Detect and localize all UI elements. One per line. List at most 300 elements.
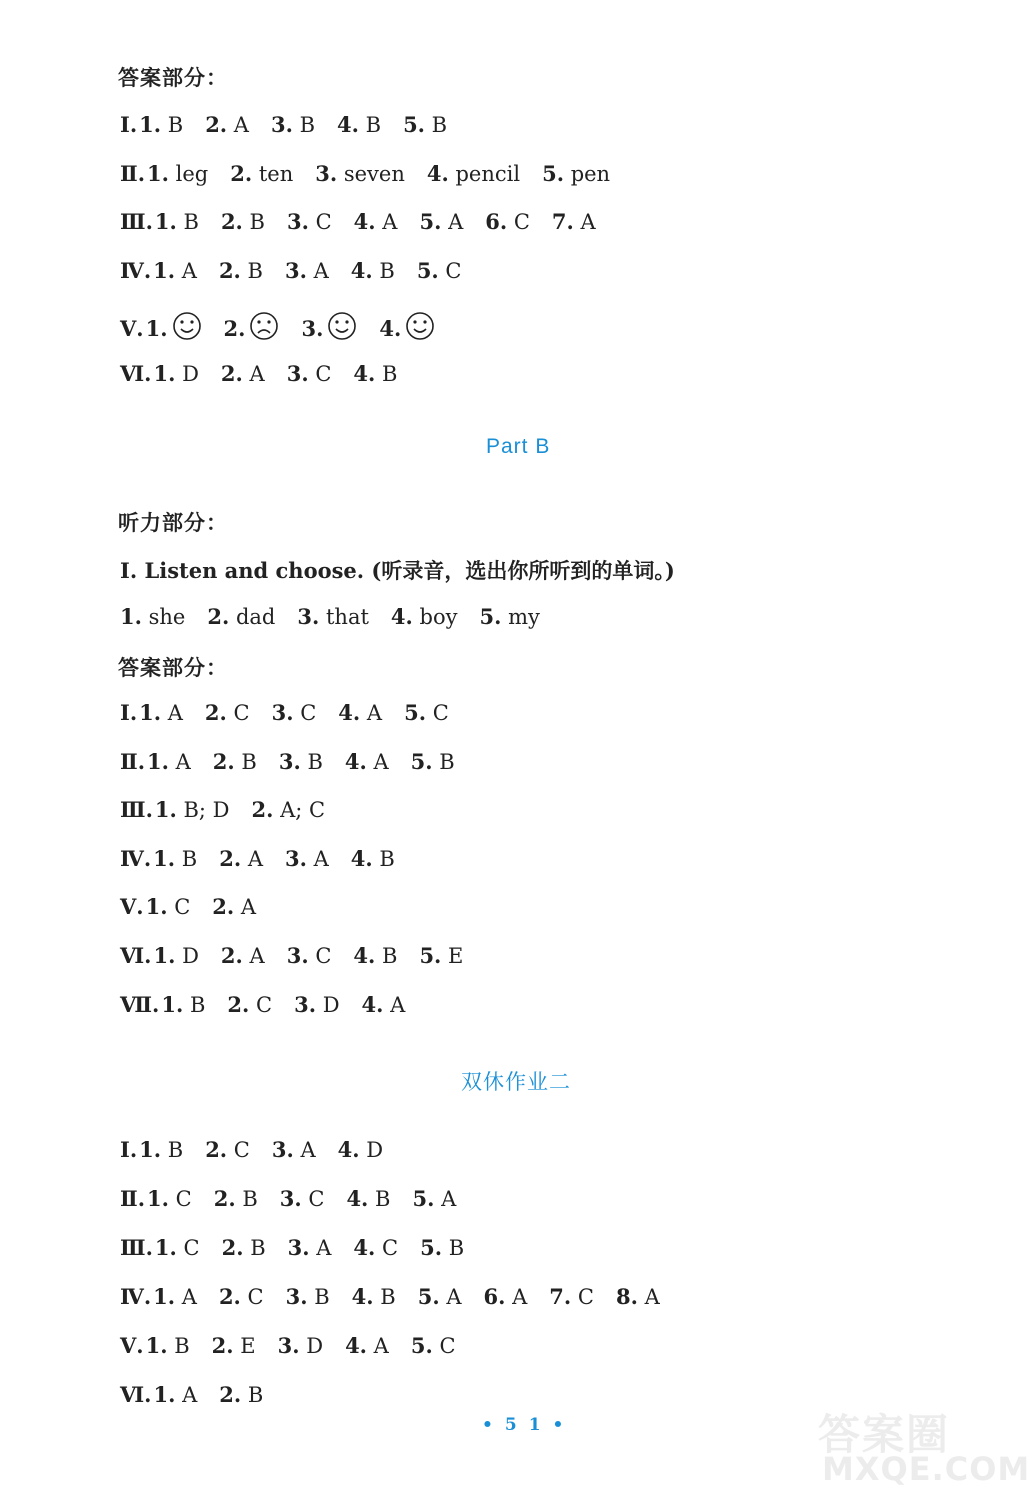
answer-item: [213, 750, 257, 774]
answer-value: C: [293, 701, 317, 725]
question-number: 3.: [286, 943, 309, 968]
page-dot: •: [552, 1415, 576, 1435]
question-number: 1.: [153, 257, 176, 283]
roman-numeral: Ⅵ.: [120, 943, 152, 968]
roman-numeral: Ⅳ.: [120, 257, 152, 283]
answer-row: [120, 700, 449, 725]
answer-item: [155, 1236, 200, 1260]
question-number: 7.: [551, 209, 574, 234]
answer-item: [252, 798, 326, 822]
answer-item: [230, 162, 293, 186]
question-number: 3.: [271, 1137, 294, 1162]
smile-face-icon: [172, 311, 202, 341]
smile-face-icon: [327, 311, 357, 341]
question-number: 1.: [147, 160, 169, 186]
question-number: 1.: [153, 1382, 176, 1407]
answer-item: [153, 847, 197, 871]
question-number: 3.: [301, 316, 324, 341]
answer-value: A: [306, 846, 329, 871]
answer-value: B: [176, 210, 199, 234]
question-number: 1.: [154, 1235, 177, 1260]
answer-value: C: [249, 992, 273, 1017]
question-number: 3.: [284, 257, 307, 283]
answer-item: [279, 750, 323, 774]
answer-item: [139, 701, 183, 725]
answer-value: C: [375, 1236, 399, 1260]
question-number: 1.: [153, 1284, 176, 1309]
roman-numeral: Ⅴ.: [120, 894, 144, 920]
answer-item: [219, 1383, 263, 1407]
answer-value: C: [426, 701, 449, 725]
question-number: 3.: [294, 991, 317, 1017]
answer-value: B; D: [176, 798, 230, 823]
answer-item: [354, 210, 398, 234]
answer-item: [227, 993, 272, 1017]
answer-value: D: [316, 992, 340, 1017]
answer-value: A: [439, 1285, 462, 1309]
question-number: 2.: [223, 316, 246, 341]
roman-numeral: Ⅲ.: [120, 209, 153, 234]
answer-value: B: [240, 258, 263, 283]
answer-item: [272, 701, 317, 725]
answer-item: [345, 750, 389, 774]
answer-value: A: [227, 113, 249, 137]
answer-value: C: [308, 210, 332, 234]
answer-item: [278, 1334, 323, 1358]
question-number: 2.: [221, 1235, 244, 1260]
answer-item: [219, 847, 263, 871]
question-number: 5.: [542, 160, 565, 186]
question-number: 3.: [285, 1284, 308, 1309]
question-number: 1.: [139, 700, 162, 725]
answer-section-heading: 答案部分：: [118, 66, 228, 90]
answer-value: C: [168, 1187, 192, 1211]
question-number: 1.: [145, 316, 168, 341]
question-number: 4.: [390, 604, 413, 629]
answer-row: [120, 992, 405, 1017]
question-number: 6.: [483, 1284, 506, 1309]
answer-value: B: [161, 1138, 184, 1162]
answer-value: A: [505, 1285, 528, 1309]
answer-item: [205, 701, 250, 725]
question-number: 2.: [212, 894, 235, 920]
question-number: 2.: [220, 943, 243, 968]
question-number: 1.: [161, 991, 184, 1017]
question-number: 2.: [205, 1137, 228, 1162]
answer-item: [338, 701, 382, 725]
answer-value: B: [175, 846, 198, 871]
roman-numeral: Ⅳ.: [120, 845, 152, 871]
roman-numeral: Ⅵ.: [120, 1382, 152, 1407]
roman-numeral: Ⅱ.: [120, 748, 146, 774]
answer-item: [139, 1138, 183, 1162]
question-number: 5.: [420, 1235, 443, 1260]
answer-item: [353, 362, 397, 386]
answer-value: D: [359, 1138, 384, 1162]
answer-row: [120, 112, 447, 137]
question-number: 4.: [361, 991, 384, 1017]
answer-value: that: [319, 605, 369, 629]
answer-value: C: [227, 1138, 250, 1162]
smile-face-icon: [405, 311, 435, 341]
answer-value: B: [234, 749, 257, 774]
answer-value: boy: [412, 605, 458, 629]
question-number: 4.: [338, 700, 361, 725]
answer-item: [161, 993, 205, 1017]
question-number: 1.: [145, 894, 168, 920]
answer-value: A: [242, 362, 265, 386]
answer-item: [420, 1236, 464, 1260]
answer-row: [120, 1235, 464, 1260]
answer-value: C: [226, 701, 250, 725]
answer-value: B: [375, 944, 398, 968]
roman-numeral: Ⅵ.: [120, 361, 152, 386]
answer-row: [120, 749, 455, 774]
question-number: 4.: [345, 1333, 367, 1358]
answer-item: [153, 362, 198, 386]
roman-numeral: Ⅶ.: [120, 991, 160, 1017]
sad-face-icon: [249, 311, 279, 341]
answer-value: B: [425, 113, 448, 137]
answer-item: [616, 1285, 660, 1309]
answer-value: E: [233, 1334, 256, 1358]
roman-numeral: Ⅴ.: [120, 1333, 144, 1358]
answer-item: [153, 1285, 197, 1309]
answer-value: A: [309, 1236, 332, 1260]
answer-value: pen: [564, 161, 611, 186]
answer-value: B: [235, 1187, 258, 1211]
answer-value: A: [434, 1187, 457, 1211]
question-number: 2.: [251, 797, 274, 823]
page-dot: •: [482, 1415, 505, 1435]
page-number-text: 51: [504, 1415, 553, 1435]
answer-item: [297, 605, 369, 629]
answer-item: [419, 210, 463, 234]
answer-item: [552, 210, 596, 234]
question-number: 4.: [350, 845, 373, 871]
answer-section-heading: 答案部分：: [118, 656, 228, 680]
answer-item: [207, 605, 275, 629]
answer-item: [346, 1187, 390, 1211]
answer-value: A: [367, 1334, 389, 1358]
question-number: 3.: [270, 112, 293, 137]
answer-value: A: [242, 944, 265, 968]
answer-item: [315, 162, 405, 186]
answer-item: [212, 895, 256, 919]
answer-item: [286, 1285, 330, 1309]
question-number: 5.: [404, 700, 427, 725]
answer-value: B: [241, 1383, 264, 1407]
roman-numeral: Ⅲ.: [120, 797, 153, 823]
answer-item: [222, 1236, 266, 1260]
question-number: 1.: [154, 209, 177, 234]
answer-row: [120, 797, 325, 822]
answer-value: C: [571, 1285, 594, 1309]
answer-row: [120, 943, 463, 968]
answer-row: [120, 1186, 456, 1211]
question-number: 4.: [426, 160, 449, 186]
answer-item: [479, 605, 539, 629]
weekend-homework-title: 双休作业二: [461, 1070, 571, 1094]
answer-item: [272, 1138, 316, 1162]
answer-value: A: [306, 258, 329, 283]
question-number: 4.: [344, 748, 367, 774]
page-number: [482, 1415, 575, 1435]
answer-item: [153, 944, 198, 968]
roman-numeral: Ⅲ.: [120, 1235, 153, 1260]
question-number: 5.: [410, 1333, 433, 1358]
answer-item: [155, 798, 230, 822]
answer-value: D: [299, 1334, 324, 1358]
question-number: 5.: [416, 257, 439, 283]
answer-value: A: [175, 1383, 198, 1407]
answer-item: [301, 317, 357, 341]
answer-value: A: [161, 701, 183, 725]
answer-row: [120, 1333, 456, 1358]
answer-value: she: [141, 605, 186, 629]
answer-item: [418, 1285, 462, 1309]
answer-value: B: [442, 1236, 465, 1260]
question-number: 1.: [153, 943, 176, 968]
answer-value: A: [234, 895, 257, 920]
answer-row: [120, 846, 395, 871]
answer-item: [146, 317, 202, 341]
answer-value: A: [293, 1138, 316, 1162]
question-number: 4.: [337, 1137, 360, 1162]
answer-value: A: [360, 701, 383, 725]
answer-value: A: [375, 210, 398, 234]
question-number: 5.: [412, 1186, 435, 1211]
question-number: 4.: [379, 316, 402, 341]
answer-value: E: [441, 944, 464, 968]
question-number: 2.: [219, 1382, 242, 1407]
answer-item: [205, 1138, 250, 1162]
question-number: 3.: [286, 209, 309, 234]
answer-value: B: [375, 362, 398, 386]
answer-value: leg: [168, 161, 209, 186]
answer-item: [221, 362, 265, 386]
answer-value: A; C: [273, 798, 326, 823]
question-number: 5.: [419, 209, 442, 234]
answer-item: [411, 1334, 456, 1358]
question-number: 4.: [353, 209, 376, 234]
answer-item: [280, 1187, 325, 1211]
answer-item: [146, 895, 191, 919]
answer-row: [120, 1382, 263, 1407]
answer-value: C: [301, 1187, 325, 1211]
answer-item: [221, 944, 265, 968]
question-number: 1.: [147, 1186, 169, 1211]
answer-item: [214, 1187, 258, 1211]
answer-value: C: [432, 1334, 456, 1358]
answer-item: [352, 1285, 396, 1309]
answer-value: A: [637, 1285, 660, 1309]
answer-value: B: [368, 1187, 391, 1211]
answer-value: A: [441, 210, 464, 234]
answer-value: C: [167, 895, 191, 920]
answer-value: B: [372, 846, 395, 871]
answer-value: A: [241, 846, 263, 871]
answer-item: [155, 210, 199, 234]
question-number: 1.: [153, 361, 176, 386]
question-number: 5.: [419, 943, 442, 968]
answer-item: [484, 1285, 528, 1309]
question-number: 1.: [139, 112, 162, 137]
answer-value: C: [308, 362, 332, 386]
face-answer-row: [120, 311, 435, 341]
answer-item: [271, 113, 315, 137]
answer-item: [153, 259, 197, 283]
watermark-logo: 答案圈: [818, 1410, 951, 1459]
question-number: 4.: [353, 1235, 376, 1260]
question-number: 4.: [351, 1284, 374, 1309]
question-number: 1.: [120, 604, 142, 629]
answer-item: [147, 1187, 192, 1211]
answer-value: B: [167, 1334, 190, 1358]
answer-row: [120, 209, 596, 234]
question-number: 2.: [213, 1186, 236, 1211]
answer-row: [120, 361, 397, 386]
answer-value: B: [242, 210, 265, 234]
answer-value: C: [308, 944, 332, 968]
listening-task-instruction: Ⅰ. Listen and choose. (听录音，选出你所听到的单词。): [120, 558, 675, 583]
question-number: 2.: [211, 1333, 234, 1358]
answer-value: B: [358, 113, 382, 137]
answer-value: D: [175, 362, 199, 386]
answer-item: [219, 259, 263, 283]
answer-item: [353, 1236, 398, 1260]
question-number: 2.: [218, 257, 241, 283]
answer-item: [404, 701, 449, 725]
question-number: 2.: [204, 700, 227, 725]
answer-value: C: [507, 210, 530, 234]
answer-row: [120, 1284, 660, 1309]
answer-row: [120, 161, 610, 186]
answer-value: ten: [252, 161, 294, 186]
question-number: 3.: [277, 1333, 300, 1358]
question-number: 4.: [346, 1186, 369, 1211]
answer-item: [338, 1138, 383, 1162]
answer-item: [294, 993, 339, 1017]
answer-item: [403, 113, 447, 137]
question-number: 7.: [549, 1284, 572, 1309]
question-number: 2.: [205, 112, 228, 137]
question-number: 1.: [145, 1333, 168, 1358]
roman-numeral: Ⅳ.: [120, 1284, 152, 1309]
answer-item: [205, 113, 249, 137]
answer-value: C: [438, 258, 462, 283]
answer-item: [337, 113, 381, 137]
question-number: 2.: [219, 845, 242, 871]
roman-numeral: Ⅰ.: [120, 700, 138, 725]
answer-value: B: [292, 113, 316, 137]
answer-value: B: [300, 749, 323, 774]
answer-item: [287, 944, 332, 968]
answer-item: [285, 847, 329, 871]
answer-item: [351, 847, 395, 871]
question-number: 4.: [353, 943, 376, 968]
question-number: 2.: [207, 604, 230, 629]
question-number: 6.: [485, 209, 508, 234]
answer-item: [147, 162, 208, 186]
question-number: 3.: [287, 1235, 310, 1260]
answer-value: C: [240, 1285, 264, 1309]
answer-value: B: [183, 992, 206, 1017]
answer-item: [417, 259, 462, 283]
answer-value: D: [175, 944, 199, 968]
question-number: 1.: [154, 797, 177, 823]
question-number: 3.: [297, 604, 320, 629]
question-number: 2.: [230, 160, 253, 186]
answer-value: A: [383, 992, 406, 1017]
question-number: 1.: [147, 748, 169, 774]
answer-item: [147, 750, 191, 774]
roman-numeral: Ⅱ.: [120, 160, 146, 186]
watermark-url: MXQE.COM: [822, 1450, 1030, 1488]
answer-value: A: [366, 749, 389, 774]
answer-item: [287, 210, 332, 234]
answer-item: [224, 317, 280, 341]
question-number: 3.: [284, 845, 307, 871]
answer-item: [139, 113, 183, 137]
part-b-title: Part B: [486, 435, 551, 458]
question-number: 2.: [212, 748, 235, 774]
question-number: 2.: [220, 361, 243, 386]
roman-numeral: Ⅰ.: [120, 112, 138, 137]
answer-value: B: [161, 113, 184, 137]
answer-value: A: [175, 1285, 197, 1309]
answer-row: [120, 1137, 383, 1162]
answer-item: [146, 1334, 190, 1358]
answer-row: [120, 894, 256, 919]
question-number: 8.: [615, 1284, 638, 1309]
answer-item: [153, 1383, 197, 1407]
answer-item: [345, 1334, 389, 1358]
roman-numeral: Ⅰ.: [120, 1137, 138, 1162]
question-number: 1.: [153, 845, 176, 871]
question-number: 5.: [410, 748, 433, 774]
question-number: 3.: [271, 700, 294, 725]
roman-numeral: Ⅱ.: [120, 1186, 146, 1211]
answer-value: B: [372, 258, 395, 283]
question-number: 5.: [403, 112, 425, 137]
answer-value: B: [307, 1285, 330, 1309]
answer-item: [419, 944, 463, 968]
answer-value: A: [168, 749, 191, 774]
answer-item: [411, 750, 455, 774]
answer-item: [288, 1236, 332, 1260]
answer-item: [353, 944, 397, 968]
question-number: 3.: [286, 361, 309, 386]
question-number: 1.: [139, 1137, 162, 1162]
answer-item: [542, 162, 610, 186]
question-number: 2.: [218, 1284, 241, 1309]
answer-item: [362, 993, 406, 1017]
question-number: 2.: [227, 991, 250, 1017]
answer-value: A: [175, 258, 197, 283]
answer-item: [120, 605, 185, 629]
question-number: 3.: [279, 1186, 302, 1211]
question-number: 4.: [337, 112, 359, 137]
question-number: 3.: [315, 160, 338, 186]
question-number: 5.: [479, 604, 502, 629]
answer-value: pencil: [448, 161, 521, 186]
answer-item: [287, 362, 332, 386]
question-number: 5.: [417, 1284, 440, 1309]
answer-item: [219, 1285, 264, 1309]
answer-item: [549, 1285, 594, 1309]
answer-value: dad: [229, 605, 276, 629]
